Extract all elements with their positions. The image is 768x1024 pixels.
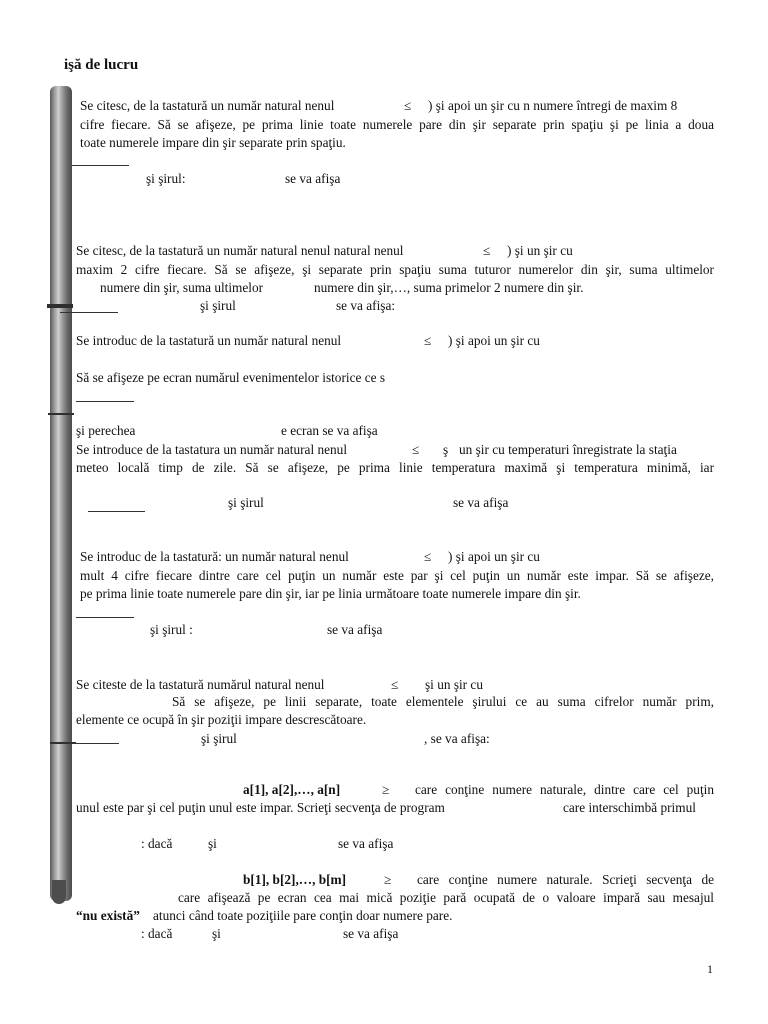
example-text: se va afişa	[338, 836, 394, 851]
leq-symbol: ≤	[404, 98, 412, 113]
leq-symbol: ≤	[424, 333, 432, 348]
problem-text: elemente ce ocupă în şir poziţii impare descrescătoare.	[76, 712, 367, 727]
leq-symbol: ≤	[424, 549, 432, 564]
example-text: se va afişa	[285, 171, 341, 186]
example-text: şi şirul:	[146, 171, 186, 186]
problem-text: e ecran se va afişa	[281, 423, 378, 438]
problem-text: ) şi un şir cu	[507, 243, 573, 258]
problem-text: care afişează pe ecran cea mai mică poziţie pară ocupată de o valoare impară sau mesajul	[178, 890, 714, 905]
problem-text: maxim 2 cifre fiecare. Să se afişeze, şi separate prin spaţiu suma tuturor numerelor din şir, suma ultimelor	[76, 262, 714, 277]
problem-text: Se citesc, de la tastatură un număr natural nenul	[80, 98, 335, 113]
problem-text: atunci când toate poziţiile pare conţin doar numere pare.	[153, 908, 453, 923]
problem-text: Se introduc de la tastatură: un număr natural nenul	[80, 549, 349, 564]
page-number: 1	[707, 962, 713, 976]
message-literal: “nu există”	[76, 908, 140, 923]
leq-symbol: ≤	[412, 442, 420, 457]
problem-text: Se introduce de la tastatura un număr natural nenul	[76, 442, 348, 457]
blank-line	[72, 165, 129, 166]
example-text: se va afişa	[453, 495, 509, 510]
leq-symbol: ≤	[391, 677, 399, 692]
problem-text: Se citeste de la tastatură numărul natural nenul	[76, 677, 325, 692]
problem-text: mult 4 cifre fiecare dintre care cel puţin un număr este par şi cel puţin un număr este impar. Să se afişeze,	[80, 568, 714, 583]
problem-text: toate numerele impare din şir separate prin spaţiu.	[80, 135, 346, 150]
problem-text: ş	[443, 442, 449, 457]
problem-text: numere din şir, suma ultimelor	[100, 280, 264, 295]
problem-text: Să se afişeze, pe linii separate, toate elementele şirului ce au suma cifrelor număr prim,	[172, 694, 714, 709]
problem-text: şi perechea	[76, 423, 136, 438]
example-text: şi	[212, 926, 221, 941]
example-text: se va afişa	[327, 622, 383, 637]
example-text: şi şirul	[228, 495, 264, 510]
problem-text: care conţine numere naturale. Scrieţi secvenţa de	[417, 872, 714, 887]
problem-text: care interschimbă primul	[563, 800, 696, 815]
geq-symbol: ≥	[384, 872, 392, 887]
array-notation: a[1], a[2],…, a[n]	[243, 782, 341, 797]
problem-text: Se citesc, de la tastatură un număr natural nenul natural nenul	[76, 243, 404, 258]
page-title: işă de lucru	[64, 57, 139, 73]
problem-text: care conţine numere naturale, dintre care cel puţin	[415, 782, 714, 797]
binding-notch	[48, 413, 74, 415]
blank-line	[60, 312, 118, 313]
problem-text: ) şi apoi un şir cu n numere întregi de maxim 8	[428, 98, 678, 113]
blank-line	[76, 401, 134, 402]
geq-symbol: ≥	[382, 782, 390, 797]
example-text: : dacă	[141, 926, 173, 941]
problem-text: Să se afişeze pe ecran numărul evenimentelor istorice ce s	[76, 370, 386, 385]
binding-bar-tail	[52, 880, 66, 904]
problem-text: Se introduc de la tastatură un număr natural nenul	[76, 333, 342, 348]
blank-line	[88, 511, 145, 512]
example-text: se va afişa	[343, 926, 399, 941]
problem-text: cifre fiecare. Să se afişeze, pe prima linie toate numerele pare din şir separate prin spaţiu şi pe linia a doua	[80, 117, 714, 132]
blank-line	[76, 617, 134, 618]
problem-text: un şir cu temperaturi înregistrate la staţia	[459, 442, 677, 457]
binding-notch	[47, 304, 73, 308]
example-text: şi şirul	[200, 298, 236, 313]
leq-symbol: ≤	[483, 243, 491, 258]
example-text: : dacă	[141, 836, 173, 851]
blank-line	[62, 743, 119, 744]
example-text: , se va afişa:	[424, 731, 490, 746]
problem-text: pe prima linie toate numerele pare din şir, iar pe linia următoare toate numerele impare din şir.	[80, 586, 581, 601]
example-text: şi şirul :	[150, 622, 193, 637]
problem-text: ) şi apoi un şir cu	[448, 549, 540, 564]
problem-text: şi un şir cu	[425, 677, 483, 692]
example-text: şi	[208, 836, 217, 851]
problem-text: numere din şir,…, suma primelor 2 numere din şir.	[314, 280, 584, 295]
example-text: şi şirul	[201, 731, 237, 746]
problem-text: meteo locală timp de zile. Să se afişeze, pe prima linie temperatura maximă şi temperatura minimă, iar	[76, 460, 714, 475]
example-text: se va afişa:	[336, 298, 396, 313]
problem-text: ) şi apoi un şir cu	[448, 333, 540, 348]
problem-text: unul este par şi cel puţin unul este impar. Scrieţi secvenţa de program	[76, 800, 445, 815]
left-binding-bar	[50, 86, 72, 901]
array-notation: b[1], b[2],…, b[m]	[243, 872, 347, 887]
